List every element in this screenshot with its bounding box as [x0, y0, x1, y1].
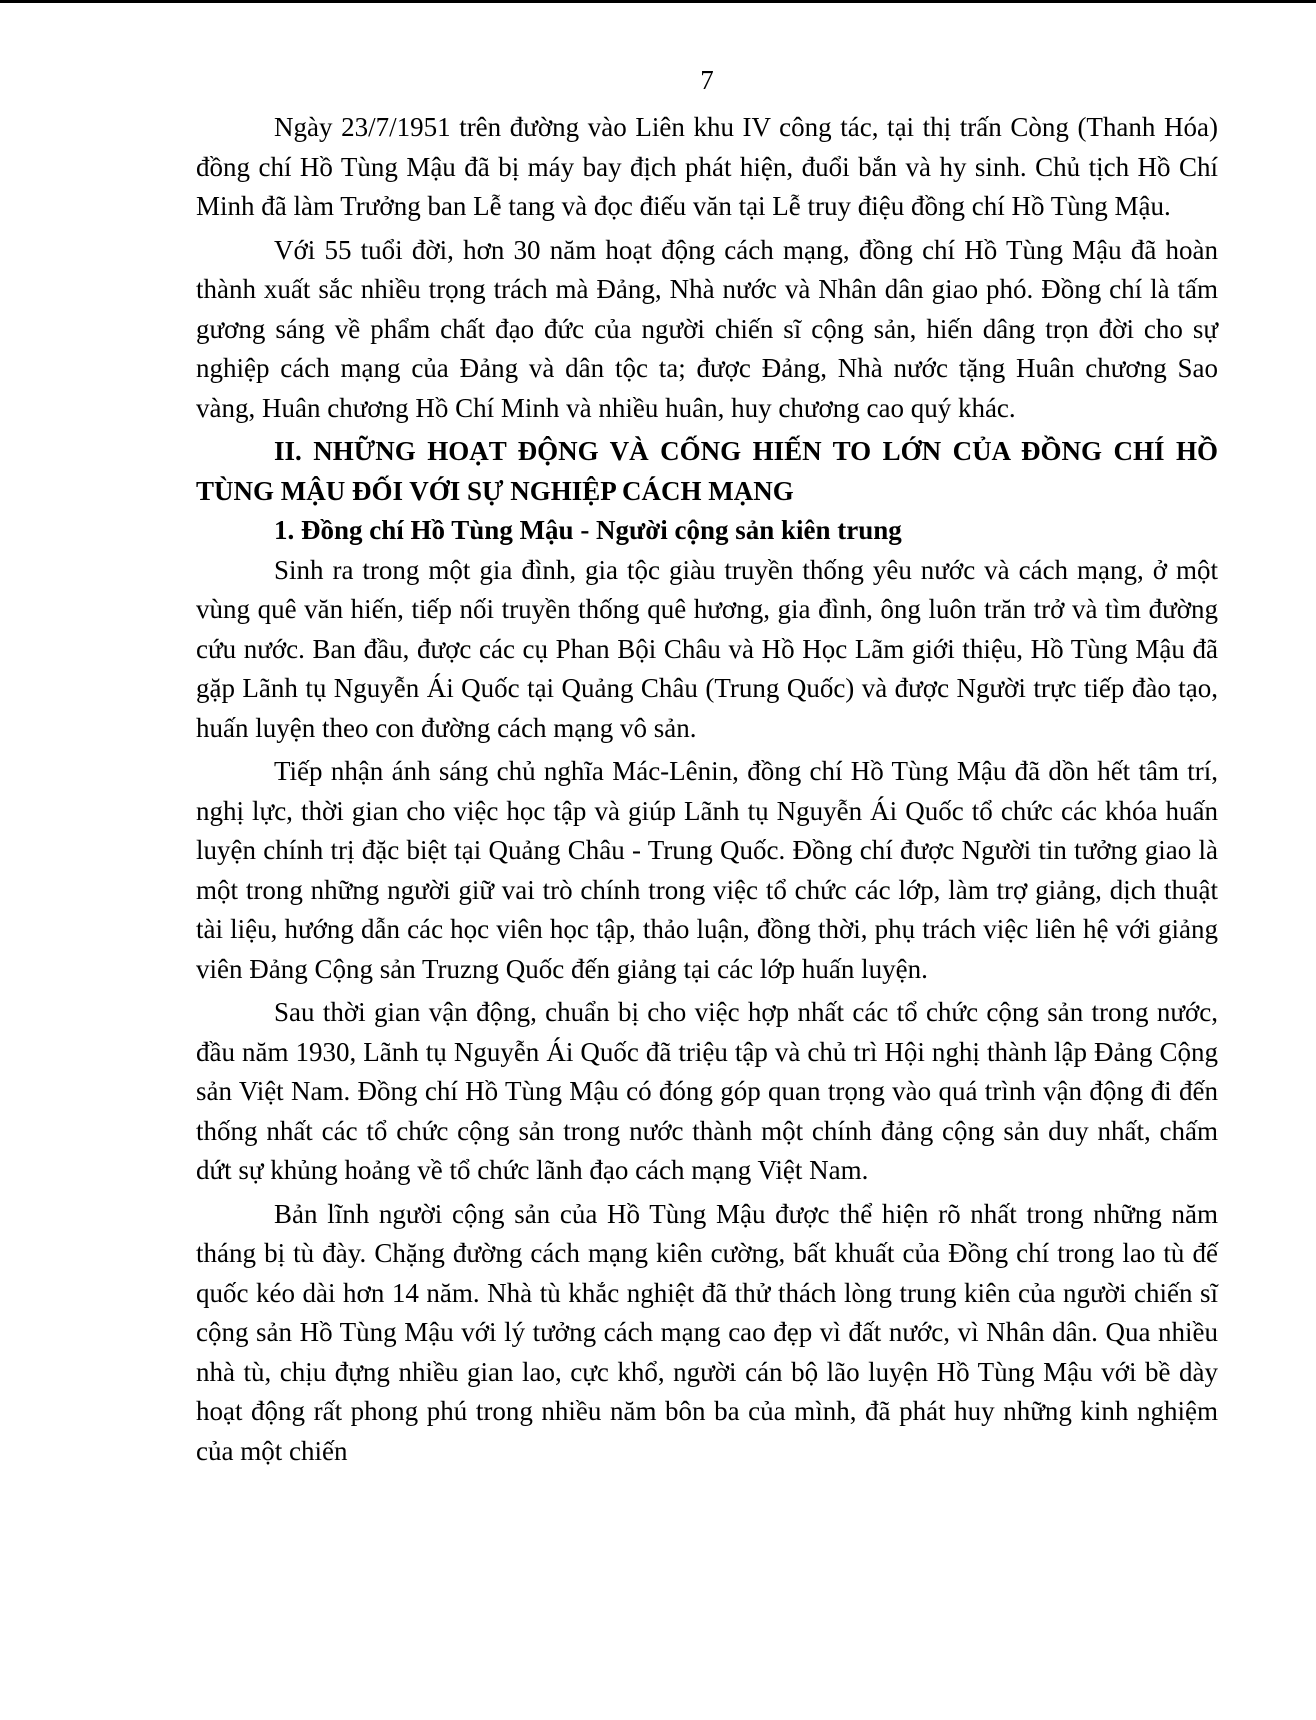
- section-heading: II. NHỮNG HOẠT ĐỘNG VÀ CỐNG HIẾN TO LỚN CỦA ĐỒNG CHÍ HỒ TÙNG MẬU ĐỐI VỚI SỰ NGHIỆP CÁCH MẠNG: [196, 436, 1218, 506]
- document-page: [196, 60, 1218, 1471]
- paragraph-legacy: Với 55 tuổi đời, hơn 30 năm hoạt động cách mạng, đồng chí Hồ Tùng Mậu đã hoàn thành xuất sắc nhiều trọng trách mà Đảng, Nhà nước và Nhân dân giao phó. Đồng chí là tấm gương sáng về phẩm chất đạo đức của người chiến sĩ cộng sản, hiến dâng trọn đời cho sự nghiệp cách mạng của Đảng và dân tộc ta; được Đảng, Nhà nước tặng Huân chương Sao vàng, Huân chương Hồ Chí Minh và nhiều huân, huy chương cao quý khác.: [196, 234, 1218, 423]
- paragraph-party-founding: Sau thời gian vận động, chuẩn bị cho việc hợp nhất các tổ chức cộng sản trong nước, đầu năm 1930, Lãnh tụ Nguyễn Ái Quốc đã triệu tập và chủ trì Hội nghị thành lập Đảng Cộng sản Việt Nam. Đồng chí Hồ Tùng Mậu có đóng góp quan trọng vào quá trình vận động đi đến thống nhất các tổ chức cộng sản trong nước thành một chính đảng cộng sản duy nhất, chấm dứt sự khủng hoảng về tổ chức lãnh đạo cách mạng Việt Nam.: [196, 997, 1218, 1185]
- subsection-heading: 1. Đồng chí Hồ Tùng Mậu - Người cộng sản kiên trung: [274, 515, 902, 545]
- page-number: 7: [700, 65, 714, 95]
- paragraph-death: Ngày 23/7/1951 trên đường vào Liên khu IV công tác, tại thị trấn Còng (Thanh Hóa) đồng chí Hồ Tùng Mậu đã bị máy bay địch phát hiện, đuổi bắn và hy sinh. Chủ tịch Hồ Chí Minh đã làm Trưởng ban Lễ tang và đọc điếu văn tại Lễ truy điệu đồng chí Hồ Tùng Mậu.: [196, 112, 1218, 221]
- paragraph-imprisonment: Bản lĩnh người cộng sản của Hồ Tùng Mậu được thể hiện rõ nhất trong những năm tháng bị tù đày. Chặng đường cách mạng kiên cường, bất khuất của Đồng chí trong lao tù đế quốc kéo dài hơn 14 năm. Nhà tù khắc nghiệt đã thử thách lòng trung kiên của người chiến sĩ cộng sản Hồ Tùng Mậu với lý tưởng cách mạng cao đẹp vì đất nước, vì Nhân dân. Qua nhiều nhà tù, chịu đựng nhiều gian lao, cực khổ, người cán bộ lão luyện Hồ Tùng Mậu với bề dày hoạt động rất phong phú trong nhiều năm bôn ba của mình, đã phát huy những kinh nghiệm của một chiến: [196, 1198, 1218, 1466]
- paragraph-origins: Sinh ra trong một gia đình, gia tộc giàu truyền thống yêu nước và cách mạng, ở một vùng quê văn hiến, tiếp nối truyền thống quê hương, gia đình, ông luôn trăn trở và tìm đường cứu nước. Ban đầu, được các cụ Phan Bội Châu và Hồ Học Lãm giới thiệu, Hồ Tùng Mậu đã gặp Lãnh tụ Nguyễn Ái Quốc tại Quảng Châu (Trung Quốc) và được Người trực tiếp đào tạo, huấn luyện theo con đường cách mạng vô sản.: [196, 554, 1218, 743]
- paragraph-marxism: Tiếp nhận ánh sáng chủ nghĩa Mác-Lênin, đồng chí Hồ Tùng Mậu đã dồn hết tâm trí, nghị lực, thời gian cho việc học tập và giúp Lãnh tụ Nguyễn Ái Quốc tổ chức các khóa huấn luyện chính trị đặc biệt tại Quảng Châu - Trung Quốc. Đồng chí được Người tin tưởng giao là một trong những người giữ vai trò chính trong việc tổ chức các lớp, làm trợ giảng, dịch thuật tài liệu, hướng dẫn các học viên học tập, thảo luận, đồng thời, phụ trách việc liên hệ với giảng viên Đảng Cộng sản Truzng Quốc đến giảng tại các lớp huấn luyện.: [196, 756, 1218, 984]
- top-border-line: [0, 0, 1316, 3]
